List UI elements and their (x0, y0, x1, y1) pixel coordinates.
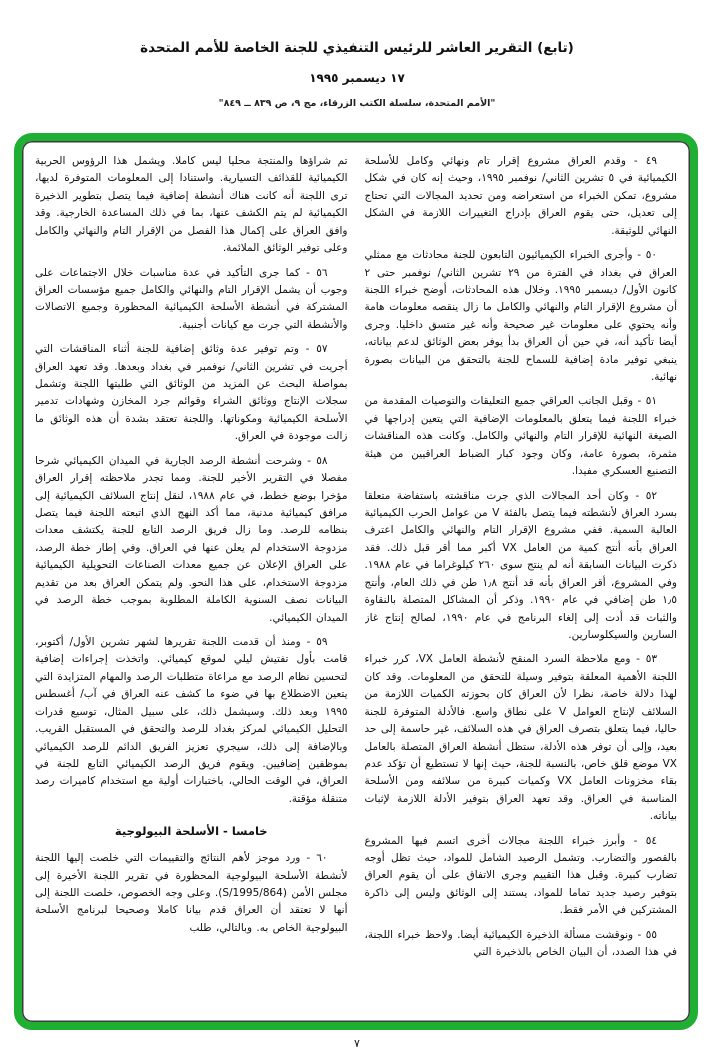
document-date: ١٧ ديسمبر ١٩٩٥ (309, 71, 405, 85)
document-source-citation: "الأمم المتحدة، سلسلة الكتب الزرقاء، مج ٩، ص ٨٣٩ ــ ٨٤٩" (218, 98, 496, 109)
column-right (365, 153, 678, 1012)
paragraph: ٥٩ - ومنذ أن قدمت اللجنة تقريرها لشهر تشرين الأول/ أكتوبر، قامت بأول تفتيش ليلي لموقع كيميائي. واتخذت إجراءات إضافية لتحسين نظام الرصد مع مراعاة متطلبات الرصد والمهام المتزايدة التي يتعين الاضطلاع بها في ضوء ما كشف عنه العراق في آب/ أغسطس ١٩٩٥ وبعد ذلك. وسيشمل ذلك، على سبيل المثال، توسيع قدرات التحليل الكيميائي لمركز بغداد للرصد والتحقق في المستقبل القريب. وبالإضافة إلى ذلك، سيجري تعزيز الفريق الدائم للرصد الكيميائي بموظفين إضافيين. ويقوم فريق الرصد الكيميائي التابع للجنة في العراق، في الوقت الحالي، باختبارات أولية مع استخدام كاميرات رصد متنقلة مؤقتة. (35, 635, 348, 805)
paragraph: ٥٧ - وتم توفير عدة وثائق إضافية للجنة أثناء المناقشات التي أجريت في تشرين الثاني/ نوفمبر في بغداد وبعدها. وقد تعهد العراق بمواصلة البحث عن المزيد من الوثائق التي طلبتها اللجنة وتشمل سجلات الإنتاج ووثائق الشراء وقوائم جرد المخازن وشهادات تدمير الأسلحة الكيميائية ومكوناتها. واللجنة تعتقد بشدة أن هذه الوثائق ما زالت موجودة في العراق. (35, 343, 348, 443)
paragraph: ٥٥ - ونوقشت مسألة الذخيرة الكيميائية أيضا. ولاحظ خبراء اللجنة، في هذا الصدد، أن البيان الخاص بالذخيرة التي (364, 928, 677, 959)
paragraph: ٥٨ - وشرحت أنشطة الرصد الجارية في الميدان الكيميائي شرحا مفصلا في التقرير الأخير للجنة. ومما تجدر ملاحظته إقرار العراق مؤخرا بوضع خطط، في عام ١٩٨٨، لنقل إنتاج السلائف الكيميائية إلى مرافق كيميائية مدنية، مما أكد النهج الذي اتبعته اللجنة فيما يتصل بنظامه للرصد. وما زال فريق الرصد التابع للجنة يكتشف معدات مزدوجة الاستخدام لم يعلن عنها في العراق. وفي إطار خطة الرصد، على العراق الإعلان عن جميع معدات الصناعات التحويلية الكيميائية مزدوجة الاستخدام، على هذا النحو. ولم يتمكن العراق بعد من تقديم البيانات نصف السنوية الكاملة المطلوبة بموجب خطة الرصد في الميدان الكيميائي. (35, 454, 348, 624)
paragraph: ٦٠ - ورد موجز لأهم النتائج والتقييمات التي خلصت إليها اللجنة لأنشطة الأسلحة البيولوجية المحظورة في تقرير اللجنة الأخيرة إلى مجلس الأمن (S/1995/864). وعلى وجه الخصوص، خلصت اللجنة إلى أنها لا تعتقد أن العراق قدم بيانا كاملا وصحيحا لبرنامج الأسلحة البيولوجية الخاص به. وبالتالي، طلب (35, 852, 348, 934)
text-columns (35, 153, 677, 1012)
page-number: ٧ (354, 1037, 360, 1050)
section-heading: خامسا - الأسلحة البيولوجية (114, 824, 268, 839)
paragraph: تم شراؤها والمنتجة محليا ليس كاملا. ويشمل هذا الرؤوس الحربية الكيميائية للقذائف التسيارية. واستنادا إلى المعلومات المتوفرة لديها، ترى اللجنة أنه كانت هناك أنشطة إضافية فيما يتصل بتطوير الذخيرة الكيميائية لم يتم الكشف عنها، بما في ذلك المساعدة الخارجية. وقد وافق العراق على إكمال هذا الفصل من الإقرار التام والنهائي والكامل وعلى توفير الوثائق الملائمة. (35, 155, 348, 255)
document-header (0, 40, 714, 109)
paragraph: ٥٣ - ومع ملاحظة السرد المنقح لأنشطة العامل VX، كرر خبراء اللجنة الأهمية المعلقة بتوفير وسيلة للتحقق من المعلومات. وقد كان لهذا دلالة خاصة، نظرا لأن العراق كان بحوزته الكميات اللازمة من السلائف لإنتاج العوامل V على نطاق واسع. فالأدلة المتوفرة للجنة حاليا، فيما يتعلق بتصرف العراق في هذه السلائف، غير حاسمة إلى حد بعيد، وإلى أن توفر هذه الأدلة، ستظل أنشطة العراق المتصلة بالعامل VX موضع قلق خاص، بالنسبة للجنة، حيث إنها لا تستطيع أن تؤكد عدم بقاء مخزونات العامل VX وكميات كبيرة من سلائفه ومن الأسلحة المناسبة في العراق. وقد تعهد العراق بتوفير الأدلة اللازمة لإثبات بياناته. (364, 653, 677, 823)
paragraph: ٥٦ - كما جرى التأكيد في عدة مناسبات خلال الاجتماعات على وجوب أن يشمل الإقرار التام والنهائي والكامل جميع مؤسسات العراق المشتركة في أنشطة الأسلحة الكيميائية المحظورة وجميع الاتصالات والأنشطة التي جرت مع كيانات أجنبية. (35, 266, 348, 331)
paragraph: ٥٢ - وكان أحد المجالات الذي جرت مناقشته باستفاضة متعلقا بسرد العراق لأنشطته فيما يتصل بالفئة V من عوامل الحرب الكيميائية العالية السمية. ففي مشروع الإقرار التام والنهائي والكامل اعترف العراق بأنه أنتج كمية من العامل VX أكبر مما أقر قبل ذلك. فقد ذكرت البيانات السابقة أنه لم ينتج سوى ٢٦٠ كيلوغراما في عام ١٩٨٨. وفي المشروع، أقر العراق بأنه قد أنتج ١٫٨ طن في ذلك العام، وأنتج ١٫٥ طن إضافي في عام ١٩٩٠. وذكر أن المشاكل المتصلة بالنقاوة والثبات قد أدت إلى إلغاء البرنامج في عام ١٩٩٠، لصالح إنتاج غاز السارين والسيكلوسارين. (364, 489, 677, 641)
paragraph: ٥٠ - وأجرى الخبراء الكيميائيون التابعون للجنة محادثات مع ممثلي العراق في بغداد في الفترة من ٢٩ تشرين الثاني/ نوفمبر حتى ٢ كانون الأول/ ديسمبر ١٩٩٥. وخلال هذه المحادثات، أوضح خبراء اللجنة أن مشروع الإقرار التام والنهائي والكامل ما زال ينقصه معلومات هامة وأنه يحتوي على معلومات غير صحيحة وأنه غير متسق داخليا. وجرى أيضا تأكيد أنه، في حين أن العراق بدأ يوفر بعض الوثائق لدعم بياناته، ينبغي توفير مادة إضافية للسماح للجنة بالتحقق من البيانات بصورة نهائية. (364, 249, 677, 384)
paragraph: ٥١ - وقبل الجانب العراقي جميع التعليقات والتوصيات المقدمة من خبراء اللجنة فيما يتعلق بالمعلومات الإضافية التي يتعين إدراجها في الصيغة النهائية للإقرار التام والنهائي والكامل. وكانت هذه المناقشات مثمرة، بصورة عامة، وكان وجود كبار الضباط العراقيين من هيئة التصنيع العسكري مفيدا. (364, 395, 677, 478)
paragraph: ٥٤ - وأبرز خبراء اللجنة مجالات أخرى اتسم فيها المشروع بالقصور والتضارب. وتشمل الرصيد الشامل للمواد، حيث تظل أوجه تضارب كبيرة. وقبل هذا التقييم وجرى الاتفاق على أن يقوم العراق بتوفير رصيد جديد تماما للمواد، يستند إلى الوثائق وليس إلى ذاكرة المشتركين في الأمر فقط. (364, 834, 677, 917)
content-frame (14, 133, 698, 1030)
document-title: (تابع) التقرير العاشر للرئيس التنفيذي للجنة الخاصة للأمم المتحدة (140, 40, 574, 56)
paragraph: ٤٩ - وقدم العراق مشروع إقرار تام ونهائي وكامل للأسلحة الكيميائية في ٥ تشرين الثاني/ نوفمبر ١٩٩٥، وحيث إنه كان في شكل مشروع، تمكن الخبراء من استعراضه ومن تحديد المجالات التي تحتاج إلى تعديل، حتى يقوم العراق بإدراج التغييرات اللازمة في الشكل النهائي للوثيقة. (364, 155, 677, 237)
column-left (35, 153, 348, 1012)
